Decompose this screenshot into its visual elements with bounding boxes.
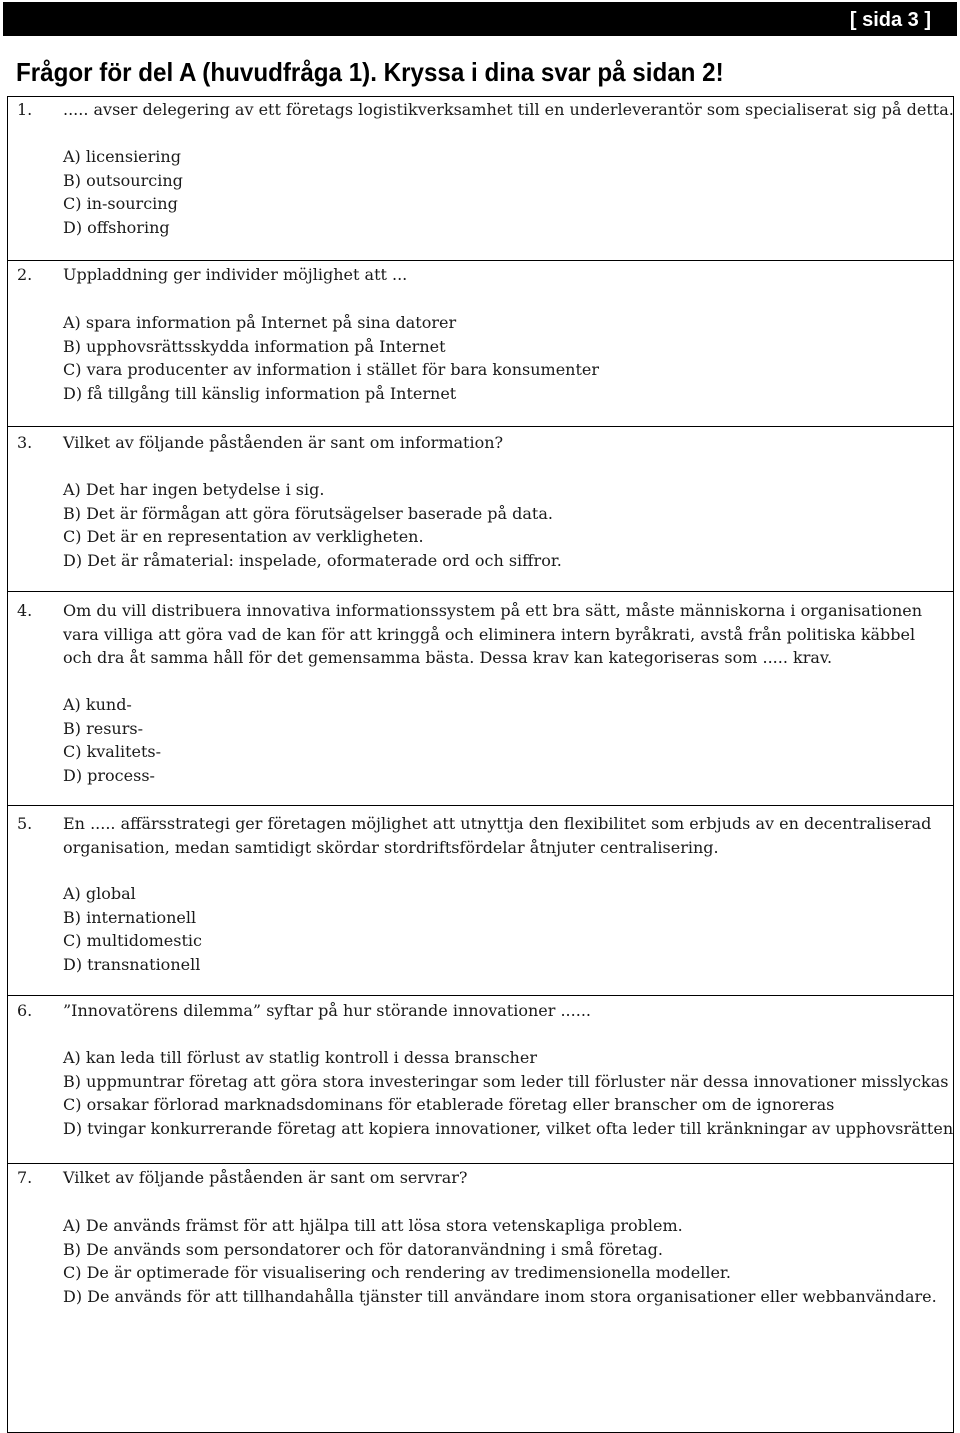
page-header-bar xyxy=(3,2,957,36)
answer-option-a: A) licensiering xyxy=(63,147,181,166)
answer-option-c: C) in-sourcing xyxy=(63,194,178,213)
answer-option-d: D) De används för att tillhandahålla tjänster till användare inom stora organisationer eller webbanvändare. xyxy=(63,1286,937,1306)
question-number: 6. xyxy=(17,1001,33,1020)
answer-option-b: B) uppmuntrar företag att göra stora investeringar som leder till förluster när dessa innovationer misslyckas xyxy=(63,1071,949,1091)
question-number: 1. xyxy=(17,100,33,119)
answer-option-d: D) tvingar konkurrerande företag att kopiera innovationer, vilket ofta leder till kränkningar av upphovsrätten xyxy=(63,1118,954,1138)
question-7 xyxy=(8,1163,953,1432)
answer-options xyxy=(63,1214,937,1308)
question-text: Vilket av följande påståenden är sant om servrar? xyxy=(63,1168,468,1187)
question-text: ”Innovatörens dilemma” syftar på hur störande innovationer ...... xyxy=(63,1001,591,1020)
question-text: Vilket av följande påståenden är sant om information? xyxy=(63,433,504,452)
question-text: ..... avser delegering av ett företags logistikverksamhet till en underleverantör som specialiserat sig på detta. xyxy=(63,100,954,119)
answer-option-d: D) få tillgång till känslig information på Internet xyxy=(63,383,457,403)
answer-options xyxy=(63,478,562,572)
answer-option-a: A) De används främst för att hjälpa till att lösa stora vetenskapliga problem. xyxy=(63,1216,683,1235)
answer-option-a: A) kund- xyxy=(63,695,132,714)
question-number: 4. xyxy=(17,601,33,620)
answer-option-b: B) internationell xyxy=(63,907,197,927)
page-title: Frågor för del A (huvudfråga 1). Kryssa i dina svar på sidan 2! xyxy=(16,57,724,87)
page-number-label: [ sida 3 ] xyxy=(849,9,931,31)
question-1 xyxy=(8,96,953,260)
question-list xyxy=(7,96,954,1433)
question-4 xyxy=(8,591,953,805)
answer-option-d: D) offshoring xyxy=(63,217,170,237)
answer-option-b: B) upphovsrättsskydda information på Internet xyxy=(63,336,446,356)
answer-option-d: D) process- xyxy=(63,765,155,785)
question-3 xyxy=(8,426,953,591)
question-2 xyxy=(8,260,953,426)
answer-options xyxy=(63,693,161,787)
answer-option-c: C) orsakar förlorad marknadsdominans för etablerade företag eller branscher om de ignoreras xyxy=(63,1095,835,1114)
answer-option-c: C) Det är en representation av verkligheten. xyxy=(63,527,424,546)
answer-option-c: C) De är optimerade för visualisering och rendering av tredimensionella modeller. xyxy=(63,1263,731,1282)
question-text: Uppladdning ger individer möjlighet att ... xyxy=(63,265,408,284)
answer-options xyxy=(63,145,183,239)
question-number: 3. xyxy=(17,433,33,452)
answer-option-a: A) Det har ingen betydelse i sig. xyxy=(63,480,325,499)
answer-options xyxy=(63,311,599,405)
answer-option-b: B) Det är förmågan att göra förutsägelser baserade på data. xyxy=(63,503,553,523)
question-6 xyxy=(8,995,953,1163)
question-number: 2. xyxy=(17,265,33,284)
question-text: En ..... affärsstrategi ger företagen möjlighet att utnyttja den flexibilitet som erbjuds av en decentraliserad organisation, medan samtidigt skördar stordriftsfördelar åtnjuter centralisering. xyxy=(63,814,932,857)
answer-option-c: C) multidomestic xyxy=(63,931,202,950)
answer-option-c: C) vara producenter av information i stället för bara konsumenter xyxy=(63,360,600,379)
answer-option-b: B) De används som persondatorer och för datoranvändning i små företag. xyxy=(63,1239,664,1259)
answer-option-a: A) kan leda till förlust av statlig kontroll i dessa branscher xyxy=(63,1048,537,1067)
answer-options xyxy=(63,1046,953,1140)
question-number: 5. xyxy=(17,814,33,833)
answer-option-b: B) resurs- xyxy=(63,718,143,738)
question-number: 7. xyxy=(17,1168,33,1187)
answer-option-c: C) kvalitets- xyxy=(63,742,162,761)
question-text: Om du vill distribuera innovativa informationssystem på ett bra sätt, måste människorna i organisationen vara villiga att göra vad de kan för att kringgå och eliminera intern byråkrati, avstå från politiska käbbel och dra åt samma håll för det gemensamma bästa. Dessa krav kan kategoriseras som ..... krav. xyxy=(63,601,923,667)
answer-option-a: A) spara information på Internet på sina datorer xyxy=(63,313,457,332)
answer-option-b: B) outsourcing xyxy=(63,170,183,190)
answer-options xyxy=(63,882,202,976)
answer-option-d: D) Det är råmaterial: inspelade, oformaterade ord och siffror. xyxy=(63,550,562,570)
answer-option-a: A) global xyxy=(63,884,136,903)
question-5 xyxy=(8,805,953,995)
answer-option-d: D) transnationell xyxy=(63,954,201,974)
